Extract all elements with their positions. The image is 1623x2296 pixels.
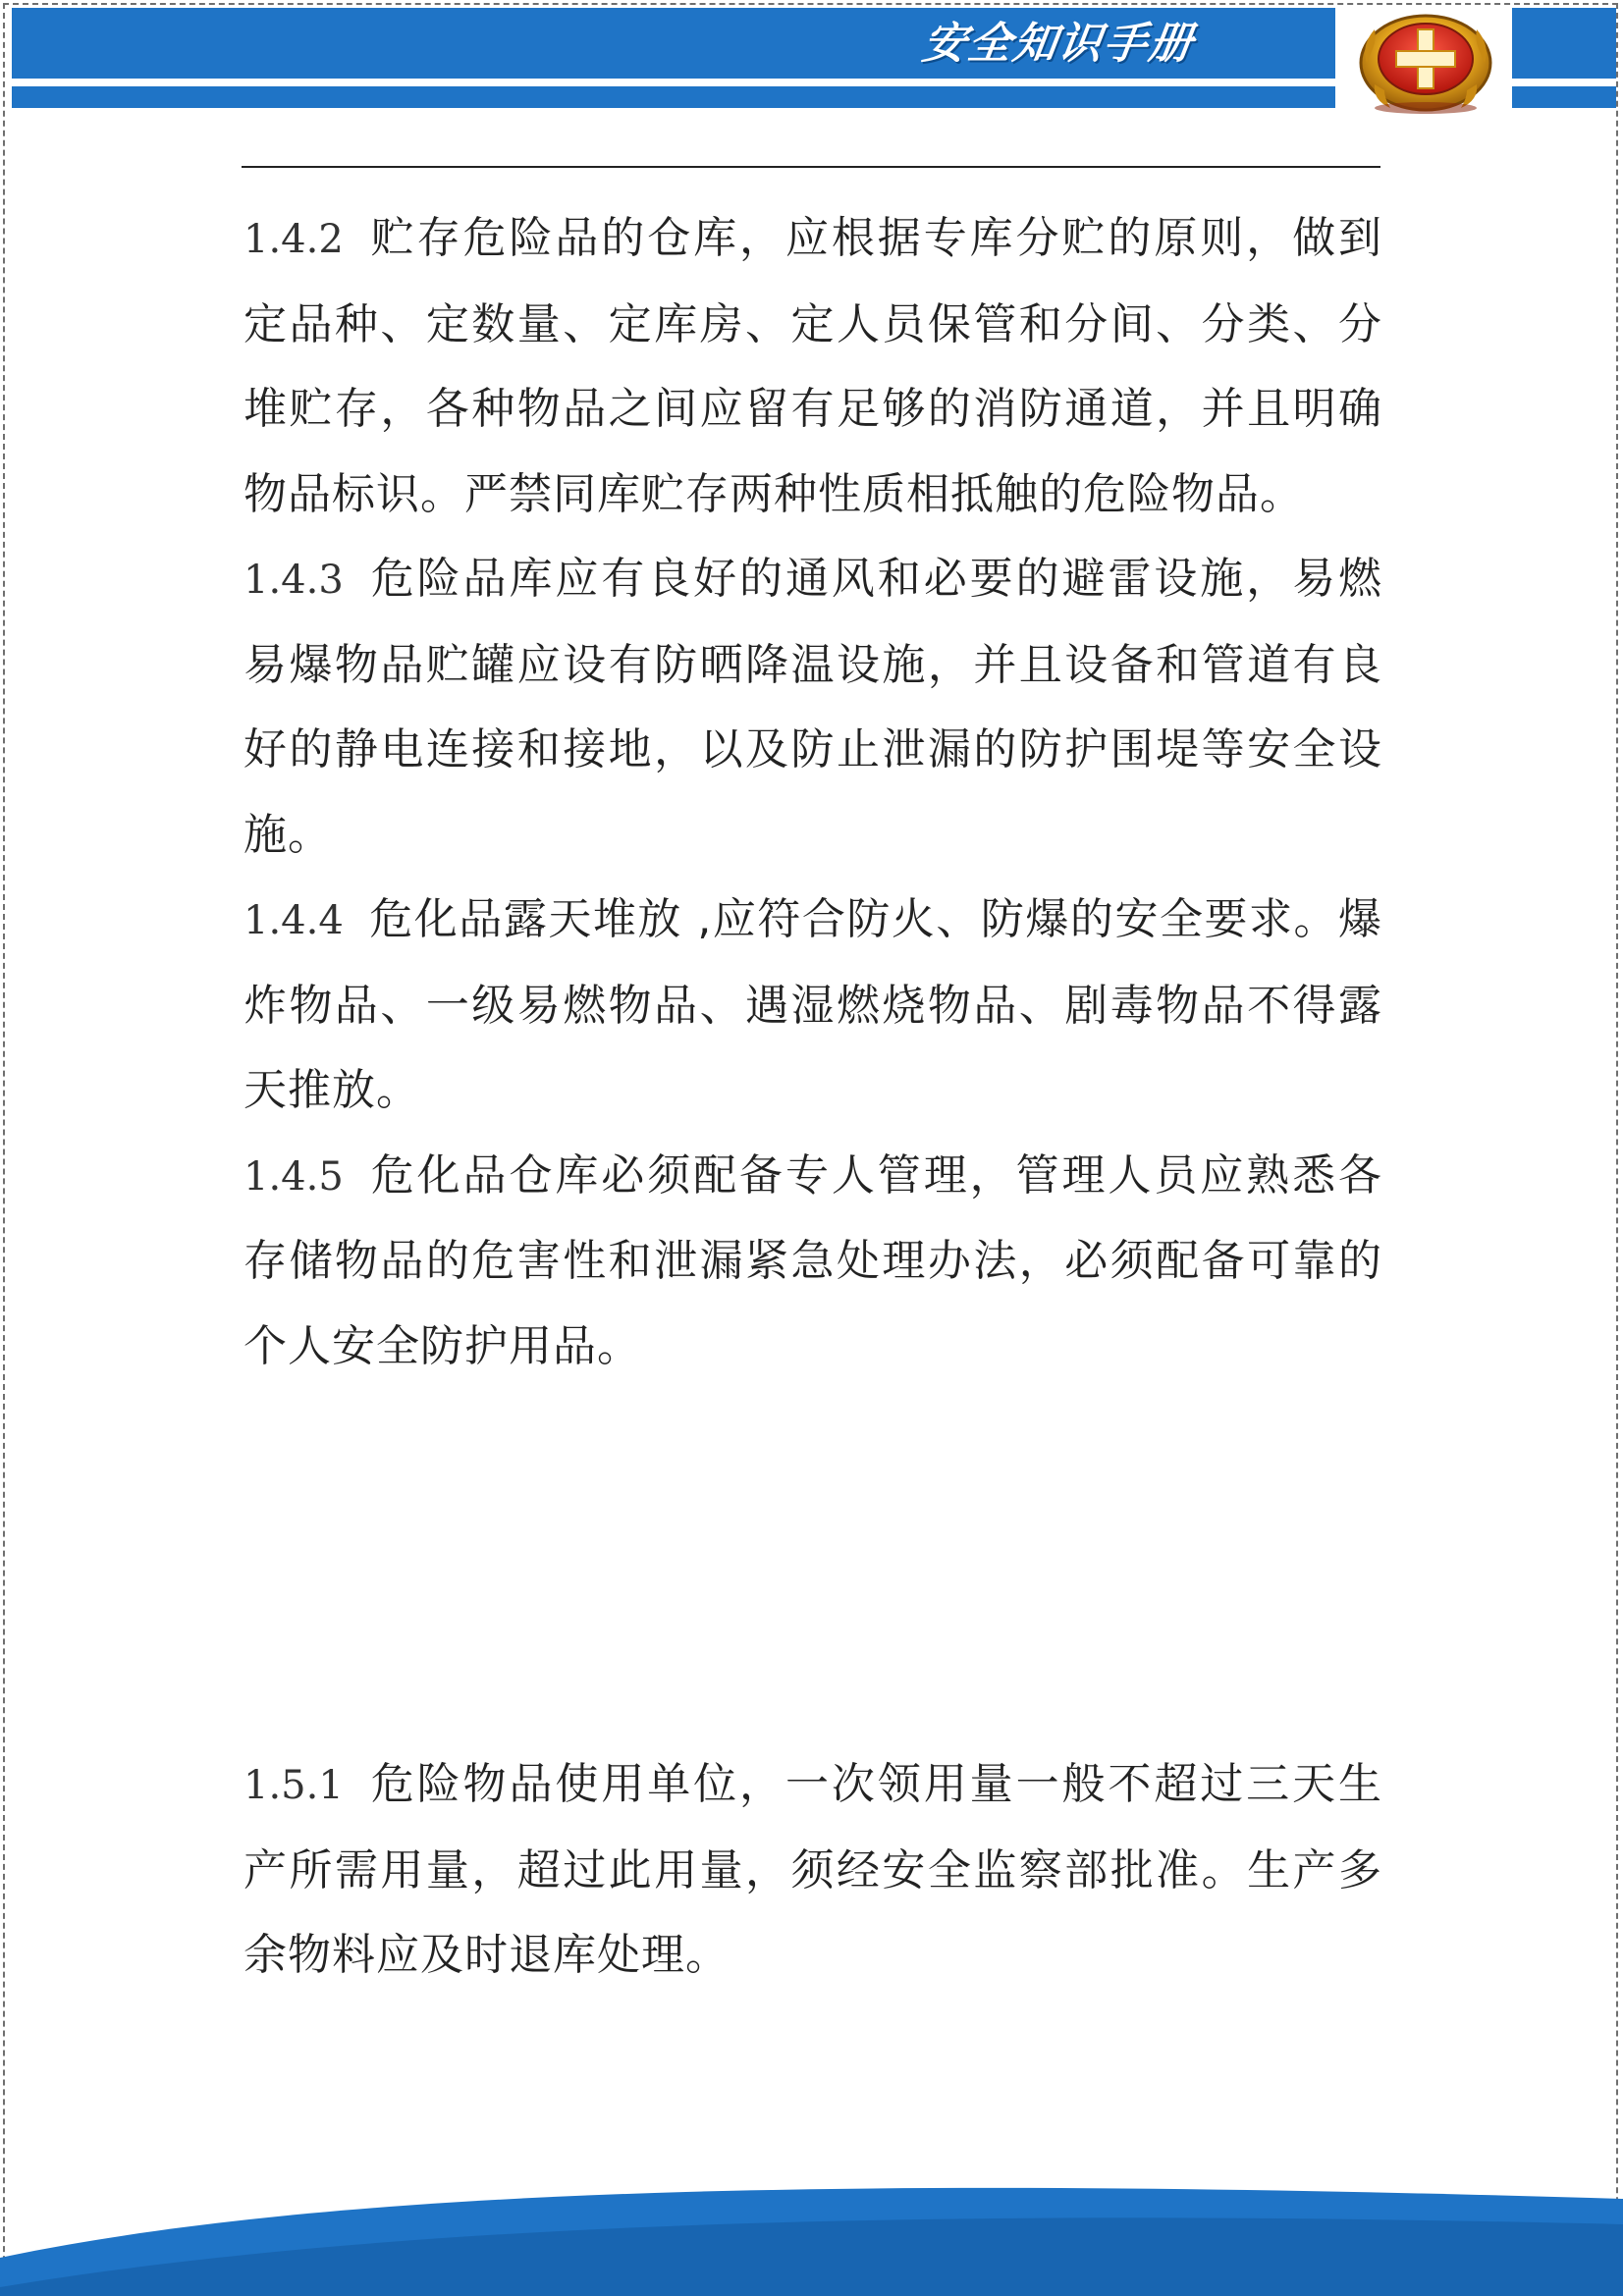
section-gap xyxy=(243,1389,1382,1742)
bottom-wave-decoration xyxy=(0,2140,1623,2296)
clause-text: 危化品仓库必须配备专人管理，管理人员应熟悉各存储物品的危害性和泄漏紧急处理办法，必须配备可靠的个人安全防护用品。 xyxy=(243,1149,1382,1371)
clause-1-4-3 xyxy=(243,537,1382,878)
document-body xyxy=(243,196,1382,1999)
clause-text: 贮存危险品的仓库，应根据专库分贮的原则，做到定品种、定数量、定库房、定人员保管和分间、分类、分堆贮存，各种物品之间应留有足够的消防通道，并且明确物品标识。严禁同库贮存两种性质相抵触的危险物品。 xyxy=(243,213,1382,519)
clause-1-4-5 xyxy=(243,1134,1382,1390)
clause-text: 危化品露天堆放 ,应符合防火、防爆的安全要求。爆炸物品、一级易燃物品、遇湿燃烧物品、剧毒物品不得露天推放。 xyxy=(243,894,1382,1115)
clause-text: 危险物品使用单位，一次领用量一般不超过三天生产所需用量，超过此用量，须经安全监察部批准。生产多余物料应及时退库处理。 xyxy=(243,1759,1382,1980)
clause-number: 1.4.5 xyxy=(243,1153,344,1200)
header-underline-right xyxy=(1512,86,1616,108)
top-rule xyxy=(242,166,1380,168)
clause-1-4-4 xyxy=(243,878,1382,1134)
clause-number: 1.5.1 xyxy=(243,1763,344,1808)
header-title: 安全知识手册 xyxy=(919,19,1198,69)
safety-cross-emblem-icon xyxy=(1353,2,1498,116)
header-band-right xyxy=(1512,8,1616,79)
clause-text: 危险品库应有良好的通风和必要的避雷设施，易燃易爆物品贮罐应设有防晒降温设施，并且设备和管道有良好的静电连接和接地，以及防止泄漏的防护围堤等安全设施。 xyxy=(243,554,1382,860)
clause-1-5-1 xyxy=(243,1742,1382,1999)
header-underline xyxy=(12,86,1335,108)
clause-number: 1.4.2 xyxy=(243,217,344,262)
clause-1-4-2 xyxy=(243,196,1382,537)
clause-number: 1.4.4 xyxy=(243,898,344,943)
clause-number: 1.4.3 xyxy=(243,558,344,603)
